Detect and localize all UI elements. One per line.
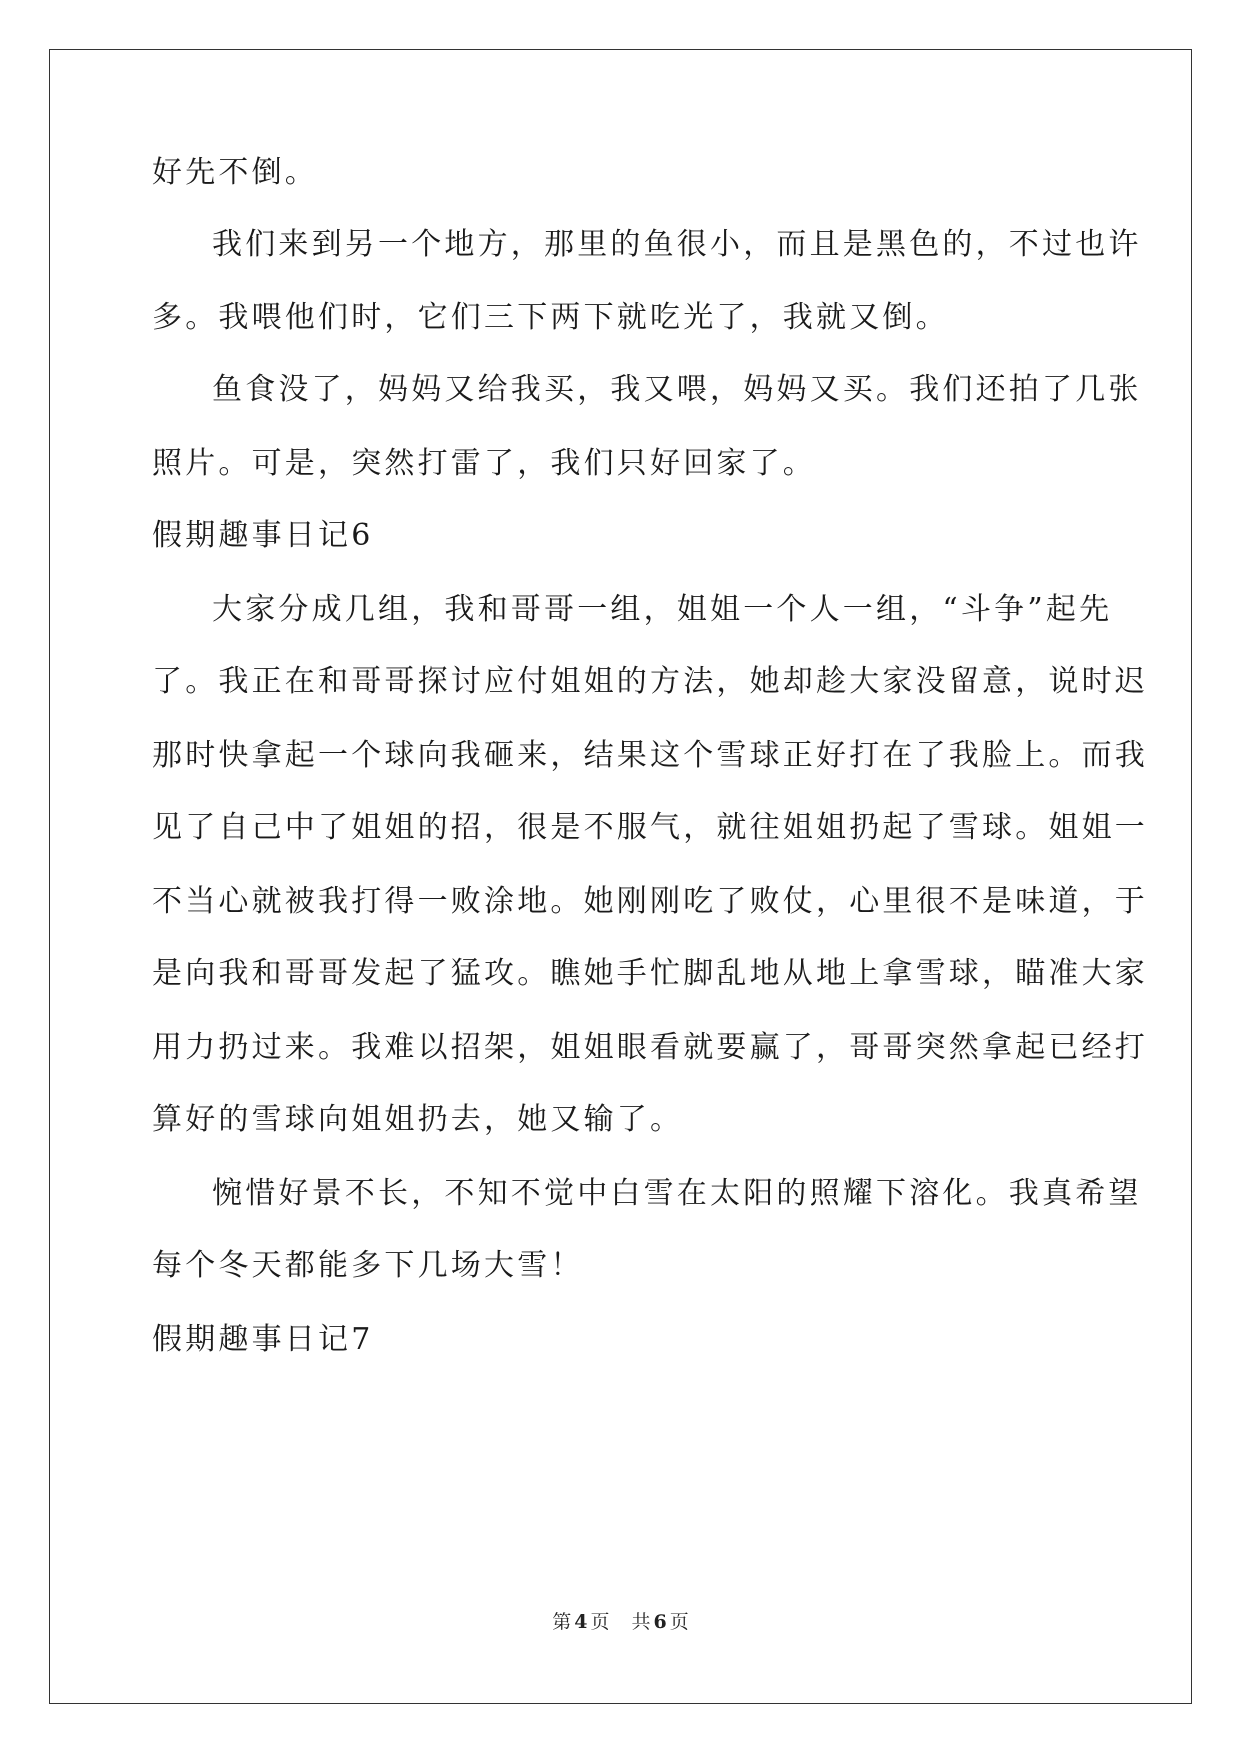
- paragraph-line: 用力扔过来。我难以招架，姐姐眼看就要赢了，哥哥突然拿起已经打: [152, 1030, 1148, 1065]
- paragraph-line: 好先不倒。: [152, 155, 318, 190]
- page-footer: [0, 1610, 1241, 1634]
- paragraph-line: 多。我喂他们时，它们三下两下就吃光了，我就又倒。: [152, 300, 949, 335]
- paragraph-line: 照片。可是，突然打雷了，我们只好回家了。: [152, 446, 816, 481]
- page-prefix: 第: [552, 1611, 572, 1633]
- page-number: 4: [574, 1611, 588, 1633]
- paragraph-line: 见了自己中了姐姐的招，很是不服气，就往姐姐扔起了雪球。姐姐一: [152, 810, 1148, 845]
- paragraph-line: 鱼食没了，妈妈又给我买，我又喂，妈妈又买。我们还拍了几张: [212, 372, 1142, 407]
- paragraph-line: 算好的雪球向姐姐扔去，她又输了。: [152, 1102, 684, 1137]
- section-heading: 假期趣事日记6: [152, 518, 374, 553]
- paragraph-line: 那时快拿起一个球向我砸来，结果这个雪球正好打在了我脸上。而我: [152, 738, 1148, 773]
- paragraph-line: 每个冬天都能多下几场大雪！: [152, 1248, 584, 1283]
- total-prefix: 共: [631, 1611, 651, 1633]
- paragraph-line: 了。我正在和哥哥探讨应付姐姐的方法，她却趁大家没留意，说时迟: [152, 664, 1148, 699]
- paragraph-line: 是向我和哥哥发起了猛攻。瞧她手忙脚乱地从地上拿雪球，瞄准大家: [152, 956, 1148, 991]
- page-total: 6: [653, 1611, 667, 1633]
- paragraph-line: 大家分成几组，我和哥哥一组，姐姐一个人一组，“斗争”起先: [212, 592, 1113, 627]
- paragraph-line: 惋惜好景不长，不知不觉中白雪在太阳的照耀下溶化。我真希望: [212, 1176, 1142, 1211]
- paragraph-line: 不当心就被我打得一败涂地。她刚刚吃了败仗，心里很不是味道，于: [152, 884, 1148, 919]
- paragraph-line: 我们来到另一个地方，那里的鱼很小，而且是黑色的，不过也许: [212, 227, 1142, 262]
- section-heading: 假期趣事日记7: [152, 1322, 374, 1357]
- page-suffix: 页: [590, 1611, 610, 1633]
- total-suffix: 页: [669, 1611, 689, 1633]
